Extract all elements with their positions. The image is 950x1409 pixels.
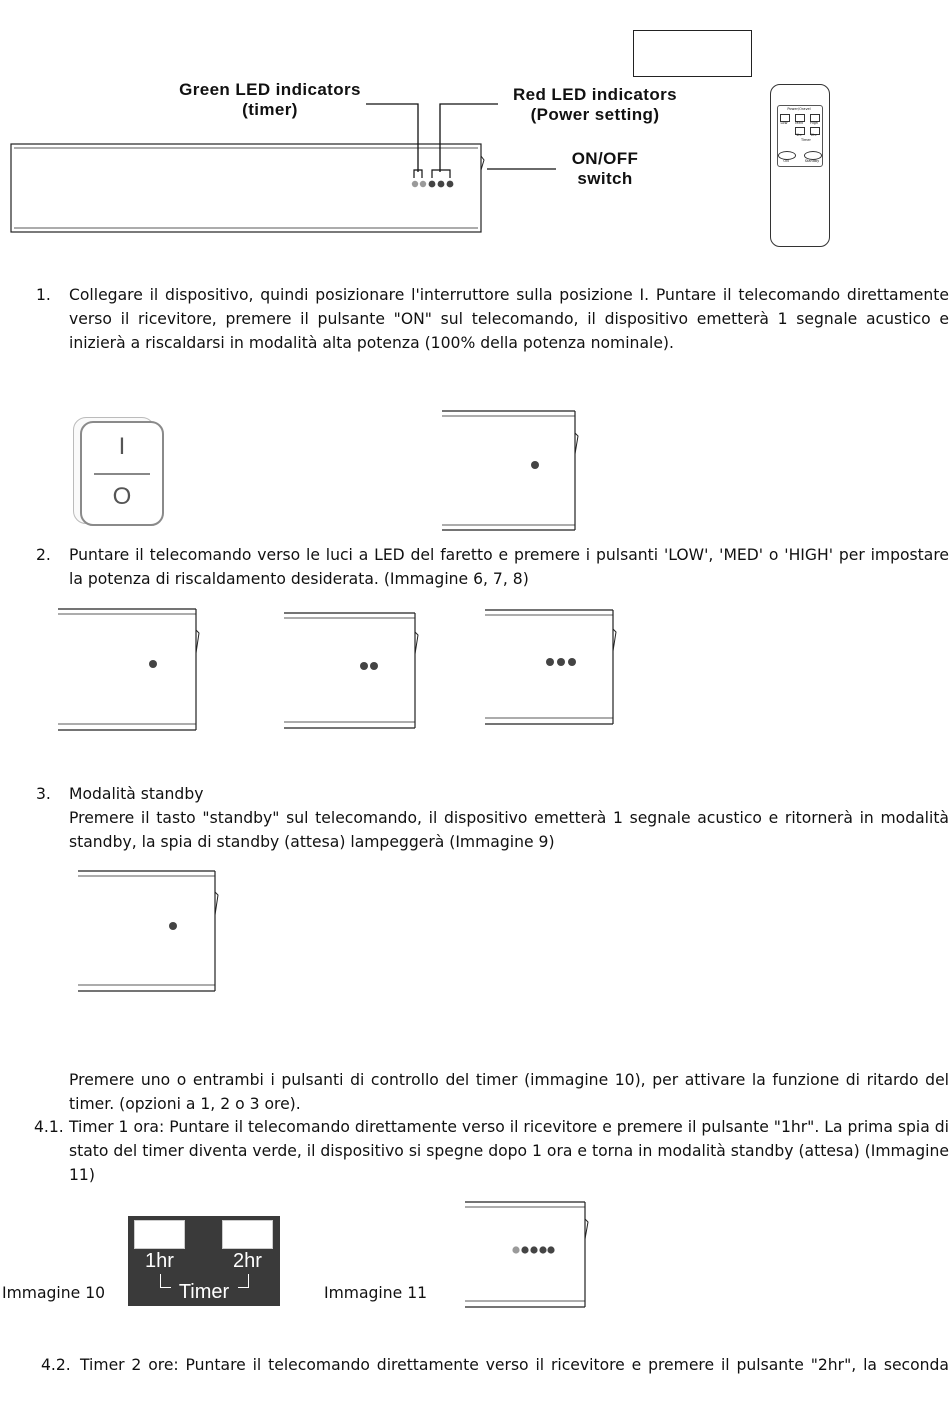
remote-1hr-label: 1hr bbox=[796, 133, 802, 137]
heater-low-power bbox=[56, 606, 206, 734]
timer-panel bbox=[128, 1216, 280, 1306]
remote-on-label: ON bbox=[783, 159, 789, 163]
step-4-2-number: 4.2. bbox=[41, 1356, 71, 1374]
switch-divider bbox=[94, 473, 150, 475]
switch-on-symbol: I bbox=[118, 433, 126, 460]
step-4-intro: Premere uno o entrambi i pulsanti di controllo del timer (immagine 10), per attivare la funzione di ritardo del timer. (opzioni a 1, 2 o 3 ore). bbox=[69, 1071, 949, 1113]
rocker-switch bbox=[80, 421, 164, 526]
heater-end-view-on bbox=[440, 409, 585, 533]
led-med-2 bbox=[370, 662, 378, 670]
step-4-2-text: Timer 2 ore: Puntare il telecomando direttamente verso il ricevitore e premere il pulsante "2hr", la seconda bbox=[80, 1356, 949, 1374]
step-2-text: Puntare il telecomando verso le luci a LED del faretto e premere i pulsanti 'LOW', 'MED' o 'HIGH' per impostare la potenza di riscaldamento desiderata. (Immagine 6, 7, 8) bbox=[69, 546, 949, 588]
onoff-switch-label: ON/OFF switch bbox=[571, 149, 639, 188]
caption-immagine-10: Immagine 10 bbox=[2, 1284, 106, 1302]
timer-led-2 bbox=[530, 1246, 537, 1253]
green-led-2 bbox=[420, 181, 426, 187]
led-low bbox=[149, 660, 157, 668]
timer-led-4 bbox=[547, 1246, 554, 1253]
step-4-1-number: 4.1. bbox=[34, 1118, 64, 1136]
heater-high-power bbox=[483, 607, 628, 729]
step-3-number: 3. bbox=[36, 785, 51, 803]
remote-high-label: High bbox=[809, 121, 819, 125]
led-med-1 bbox=[360, 662, 368, 670]
remote-standby-label: Standby bbox=[804, 159, 820, 163]
red-led-3 bbox=[447, 181, 454, 188]
remote-low-label: Low bbox=[780, 121, 788, 125]
green-led-label: Green LED indicators (timer) bbox=[179, 80, 361, 119]
step-4-1-text: Timer 1 ora: Puntare il telecomando direttamente verso il ricevitore e premere il pulsante "1hr". La prima spia di stato del timer diventa verde, il dispositivo si spegne dopo 1 ora e torna in modalità standby (attesa) (Immagine 11) bbox=[69, 1118, 949, 1184]
step-3-text: Premere il tasto "standby" sul telecomando, il dispositivo emetterà 1 segnale acustico e ritornerà in modalità standby, la spia di standby (attesa) lampeggerà (Immagine 9) bbox=[69, 809, 949, 851]
timer-led-1 bbox=[521, 1246, 528, 1253]
timer-led-3 bbox=[539, 1246, 546, 1253]
red-led-label: Red LED indicators (Power setting) bbox=[512, 85, 677, 124]
led-high-3 bbox=[568, 658, 576, 666]
green-led-1 bbox=[412, 181, 418, 187]
timer-label: Timer bbox=[178, 1281, 230, 1303]
remote-timer-label: Timer bbox=[800, 138, 811, 142]
remote-2hr-label: 2hr bbox=[811, 133, 817, 137]
timer-2hr-label: 2hr bbox=[233, 1250, 262, 1272]
led-high-2 bbox=[557, 658, 565, 666]
step-1-text: Collegare il dispositivo, quindi posizionare l'interruttore sulla posizione I. Puntare il telecomando direttamente verso il ricevitore, premere il pulsante "ON" sul telecomando, il dispositivo emetterà 1 segnale acustico e inizierà a riscaldarsi in modalità alta potenza (100% della potenza nominale). bbox=[69, 286, 949, 352]
red-led-2 bbox=[438, 181, 445, 188]
caption-immagine-11: Immagine 11 bbox=[324, 1284, 428, 1302]
led-indicators bbox=[408, 178, 458, 190]
step-1-number: 1. bbox=[36, 286, 51, 304]
remote-med-label: Med bbox=[795, 121, 803, 125]
timer-1hr-label: 1hr bbox=[145, 1250, 174, 1272]
step-3-title: Modalità standby bbox=[69, 785, 204, 803]
remote-control bbox=[770, 84, 830, 247]
timer-led-green bbox=[512, 1246, 519, 1253]
timer-1hr-button[interactable] bbox=[134, 1220, 185, 1249]
heater-med-power bbox=[282, 610, 427, 732]
power-led bbox=[531, 461, 539, 469]
timer-2hr-button[interactable] bbox=[222, 1220, 273, 1249]
switch-off-symbol: O bbox=[112, 483, 132, 510]
step-2-number: 2. bbox=[36, 546, 51, 564]
heater-main-diagram bbox=[0, 0, 760, 250]
red-led-1 bbox=[429, 181, 436, 188]
led-high-1 bbox=[546, 658, 554, 666]
standby-led bbox=[169, 922, 177, 930]
remote-power-title: Power/Oravel bbox=[787, 107, 811, 111]
heater-timer-1hr bbox=[463, 1199, 603, 1311]
heater-standby bbox=[76, 868, 226, 996]
